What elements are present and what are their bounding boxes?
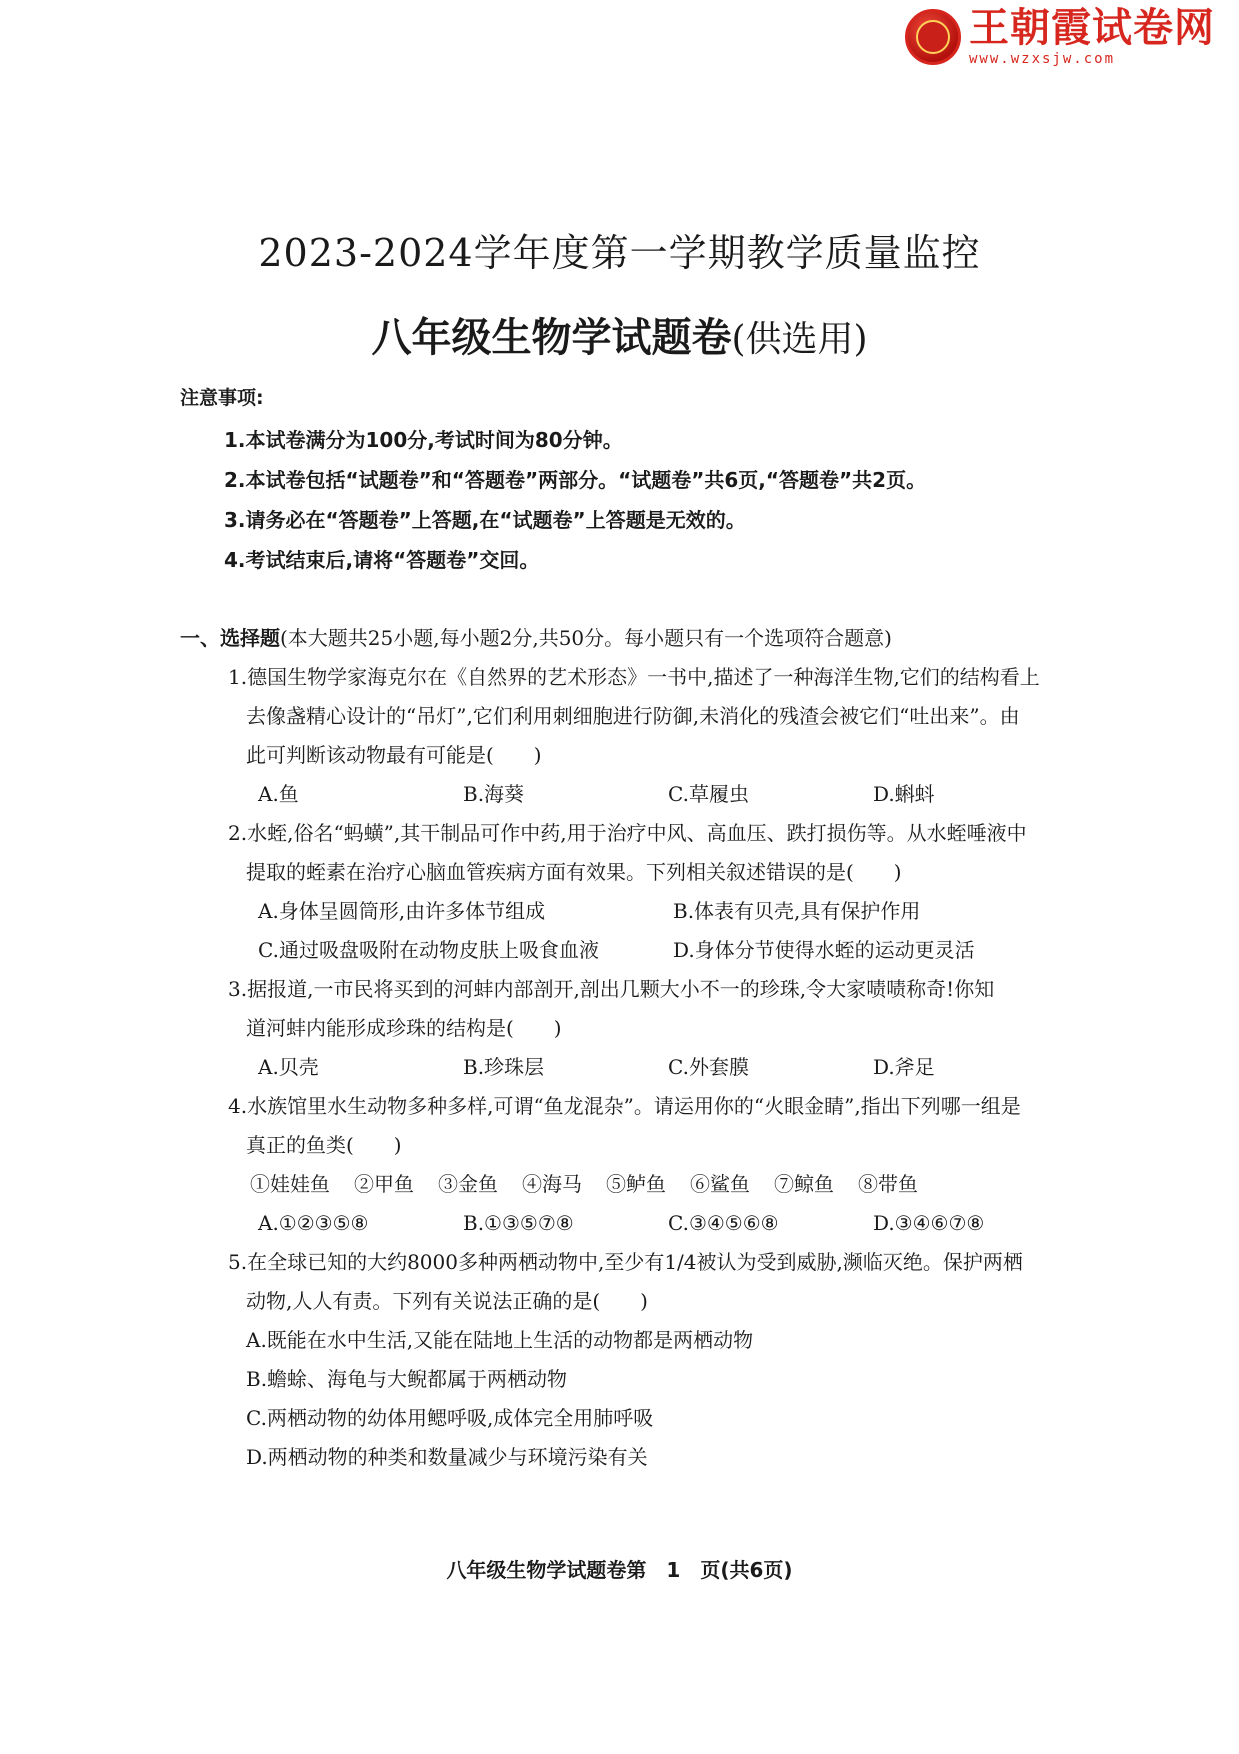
question-text: 1.德国生物学家海克尔在《自然界的艺术形态》一书中,描述了一种海洋生物,它们的结构看上 [228,665,1040,689]
note-item: 2.本试卷包括“试题卷”和“答题卷”两部分。“试题卷”共6页,“答题卷”共2页。 [224,468,927,492]
option-b: B.海葵 [463,782,525,806]
options-row [228,931,1098,970]
note-item: 4.考试结束后,请将“答题卷”交回。 [224,548,540,572]
seal-icon [905,9,961,65]
note-item: 1.本试卷满分为100分,考试时间为80分钟。 [224,428,623,452]
question-text: 5.在全球已知的大约8000多种两栖动物中,至少有1/4被认为受到威胁,濒临灭绝。保护两栖 [228,1250,1023,1274]
item: ②甲鱼 [354,1172,414,1196]
option-c: C.通过吸盘吸附在动物皮肤上吸食血液 [258,938,599,962]
item: ④海马 [522,1172,582,1196]
option-a: A.①②③⑤⑧ [258,1211,369,1235]
question-text: 去像盏精心设计的“吊灯”,它们利用刺细胞进行防御,未消化的残渣会被它们“吐出来”。由 [246,704,1020,728]
subject-title-note: (供选用) [731,319,868,360]
options-row [228,775,1098,814]
question-text: 动物,人人有责。下列有关说法正确的是( ) [246,1289,648,1313]
option-b: B.珍珠层 [463,1055,545,1079]
question-text: 提取的蛭素在治疗心脑血管疾病方面有效果。下列相关叙述错误的是( ) [246,860,902,884]
option-d: D.蝌蚪 [873,782,935,806]
option-c: C.外套膜 [668,1055,749,1079]
option-a: A.鱼 [258,782,299,806]
option-d: D.两栖动物的种类和数量减少与环境污染有关 [246,1445,648,1469]
item: ①娃娃鱼 [250,1172,330,1196]
option-d: D.身体分节使得水蛭的运动更灵活 [673,938,975,962]
option-b: B.①③⑤⑦⑧ [463,1211,574,1235]
question-text: 2.水蛭,俗名“蚂蟥”,其干制品可作中药,用于治疗中风、高血压、跌打损伤等。从水蛭唾液中 [228,821,1027,845]
exam-title: 2023-2024学年度第一学期教学质量监控 [258,231,981,275]
option-a: A.身体呈圆筒形,由许多体节组成 [258,899,546,923]
option-c: C.两栖动物的幼体用鳃呼吸,成体完全用肺呼吸 [246,1406,654,1430]
note-item: 3.请务必在“答题卷”上答题,在“试题卷”上答题是无效的。 [224,508,746,532]
options-row [228,1204,1098,1243]
question-text: 真正的鱼类( ) [246,1133,402,1157]
question-text: 4.水族馆里水生动物多种多样,可谓“鱼龙混杂”。请运用你的“火眼金睛”,指出下列哪一组是 [228,1094,1021,1118]
page-footer: 八年级生物学试题卷第 1 页(共6页) [446,1558,793,1582]
option-b: B.体表有贝壳,具有保护作用 [673,899,921,923]
option-c: C.③④⑤⑥⑧ [668,1211,779,1235]
question-1 [228,658,1098,814]
option-a: A.既能在水中生活,又能在陆地上生活的动物都是两栖动物 [246,1328,754,1352]
section-heading [180,622,1140,651]
subject-title: 八年级生物学试题卷 [371,314,732,361]
option-a: A.贝壳 [258,1055,319,1079]
notes-list [224,420,1144,580]
item: ⑦鲸鱼 [774,1172,834,1196]
option-d: D.斧足 [873,1055,935,1079]
item: ⑥鲨鱼 [690,1172,750,1196]
question-3 [228,970,1098,1087]
section-desc: (本大题共25小题,每小题2分,共50分。每小题只有一个选项符合题意) [280,626,892,650]
question-text: 道河蚌内能形成珍珠的结构是( ) [246,1016,562,1040]
item: ③金鱼 [438,1172,498,1196]
option-b: B.蟾蜍、海龟与大鲵都属于两栖动物 [246,1367,568,1391]
question-5 [228,1243,1098,1477]
option-c: C.草履虫 [668,782,749,806]
question-2 [228,814,1098,970]
section-title: 一、选择题 [180,626,280,650]
exam-subtitle [0,306,1239,363]
question-text: 3.据报道,一市民将买到的河蚌内部剖开,剖出几颗大小不一的珍珠,令大家啧啧称奇!你知 [228,977,995,1001]
items-row [228,1165,1098,1204]
logo-url: www.wzxsjw.com [969,51,1116,67]
item: ⑧带鱼 [858,1172,918,1196]
site-logo [905,5,1215,67]
option-d: D.③④⑥⑦⑧ [873,1211,985,1235]
logo-name: 王朝霞试卷网 [969,5,1215,51]
question-text: 此可判断该动物最有可能是( ) [246,743,542,767]
item: ⑤鲈鱼 [606,1172,666,1196]
options-row [228,1048,1098,1087]
notes-heading: 注意事项: [180,387,264,409]
question-4 [228,1087,1098,1243]
options-row [228,892,1098,931]
